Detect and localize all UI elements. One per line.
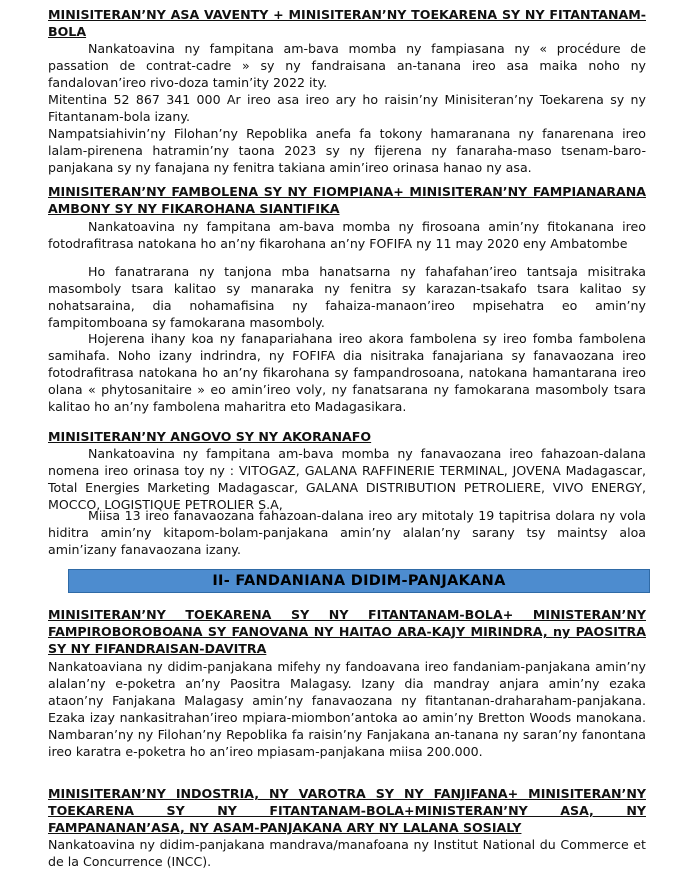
section-heading-energy: MINISITERAN’NY ANGOVO SY NY AKORANAFO <box>48 429 372 444</box>
section-heading-public-works: MINISITERAN’NY ASA VAVENTY + MINISITERAN’NY TOEKARENA SY NY FITANTANAM-BOLA <box>48 7 646 39</box>
paragraph: Nankatoavina ny didim-panjakana mandrava/manafoana ny Institut National du Commerce et de la Concurrence (INCC). <box>48 837 646 869</box>
paragraph: Hojerena ihany koa ny fanapariahana ireo akora fambolena sy ireo fomba fambolena samihafa. Noho izany indrindra, ny FOFIFA dia nisitraka fanajariana sy fanavaozana ireo fotodrafitrasa natokana ho an’ny fikarohana sy fampandrosoana, natokana hamantarana ireo olana « phytosanitaire » eo amin’ireo voly, ny fanatsarana ny famokarana masomboly tsara kalitao ho an’ny fambolena maharitra eto Madagasikara. <box>48 331 646 414</box>
paragraph: Nankatoavina ny fampitana am-bava momba ny fampiasana ny « procédure de passation de contrat-cadre » sy ny fandraisana an-tanana ireo asa maika noho ny fandalovan’ireo rivo-doza tamin’ity 2022 ity. <box>48 41 646 90</box>
paragraph: Mitentina 52 867 341 000 Ar ireo asa ireo ary ho raisin’ny Minisiteran’ny Toekarena sy ny Fitantanam-bola izany. <box>48 92 646 124</box>
paragraph: Nankatoaviana ny didim-panjakana mifehy ny fandoavana ireo fandaniam-panjakana amin’ny alalan’ny e-poketra an’ny Paositra Malagasy. Izany dia mandray anjara amin’ny ezaka ataon’ny Fanjakana Malagasy amin’ny fanavaozana ny fitantanan-draharaham-panjakana. Ezaka izay nankasitrahan’ireo mpiara-miombon’antoka ao amin’ny Bretton Woods manokana. Nambaran’ny ny Filohan’ny Repoblika fa raisin’ny Fanjakana an-tanana ny saran’ny fanontana ireo karatra e-poketra ho an’ireo mpiasam-panjakana miisa 200.000. <box>48 659 646 759</box>
section-heading-economy-post: MINISITERAN’NY TOEKARENA SY NY FITANTANAM-BOLA+ MINISTERAN’NY FAMPIROBOROBOANA SY FANOVANA NY HAITAO ARA-KAJY MIRINDRA, ny PAOSITRA SY NY FIFANDRAISAN-DAVITRA <box>48 607 646 656</box>
paragraph: Nankatoavina ny fampitana am-bava momba ny firosoana amin’ny fitokanana ireo fotodrafitrasa natokana ho an’ny fikarohana an’ny FOFIFA ny 11 may 2020 eny Ambatombe <box>48 219 646 251</box>
paragraph: Ho fanatrarana ny tanjona mba hanatsarna ny fahafahan’ireo tantsaja misitraka masomboly tsara kalitao sy manaraka ny fenitra sy karazan-tsakafo tsara kalitao sy nohatsaraina, dia nohamafisina ny fahaiza-manaon’ireo mpisehatra eo amin’ny fampitomboana sy famokarana masomboly. <box>48 264 646 330</box>
paragraph: Nampatsiahivin’ny Filohan’ny Repoblika anefa fa tokony hamaranana ny fanarenana ireo lalam-pirenena hatramin’ny taona 2023 sy ny fijerena ny fanaraha-maso tsenam-baro-panjakana sy ny fanajana ny fenitra takiana amin’ireo orinasa hanao ny asa. <box>48 126 646 175</box>
paragraph: Nankatoavina ny fampitana am-bava momba ny fanavaozana ireo fahazoan-dalana nomena ireo orinasa toy ny : VITOGAZ, GALANA RAFFINERIE TERMINAL, JOVENA Madagascar, Total Energies Marketing Madagascar, GALANA DISTRIBUTION PETROLIERE, VIVO ENERGY, MOCCO, LOGISTIQUE PETROLIER S.A, <box>48 446 646 512</box>
paragraph: Miisa 13 ireo fanavaozana fahazoan-dalana ireo ary mitotaly 19 tapitrisa dolara ny vola hiditra amin’ny kitapom-bolam-panjakana amin’ny alalan’ny sarany tsy maintsy aloa amin’izany fanavaozana izany. <box>48 508 646 557</box>
section-heading-agriculture-research: MINISITERAN’NY FAMBOLENA SY NY FIOMPIANA+ MINISITERAN’NY FAMPIANARANA AMBONY SY NY FIKAROHANA SIANTIFIKA <box>48 184 646 216</box>
section-banner <box>68 569 650 593</box>
section-heading-industry-commerce: MINISITERAN’NY INDOSTRIA, NY VAROTRA SY NY FANJIFANA+ MINISITERAN’NY TOEKARENA SY NY FITANTANAM-BOLA+MINISTERAN’NY ASA, NY FAMPANANAN’ASA, NY ASAM-PANJAKANA ARY NY LALANA SOSIALY <box>48 786 646 835</box>
banner-title: II- FANDANIANA DIDIM-PANJAKANA <box>212 573 506 589</box>
